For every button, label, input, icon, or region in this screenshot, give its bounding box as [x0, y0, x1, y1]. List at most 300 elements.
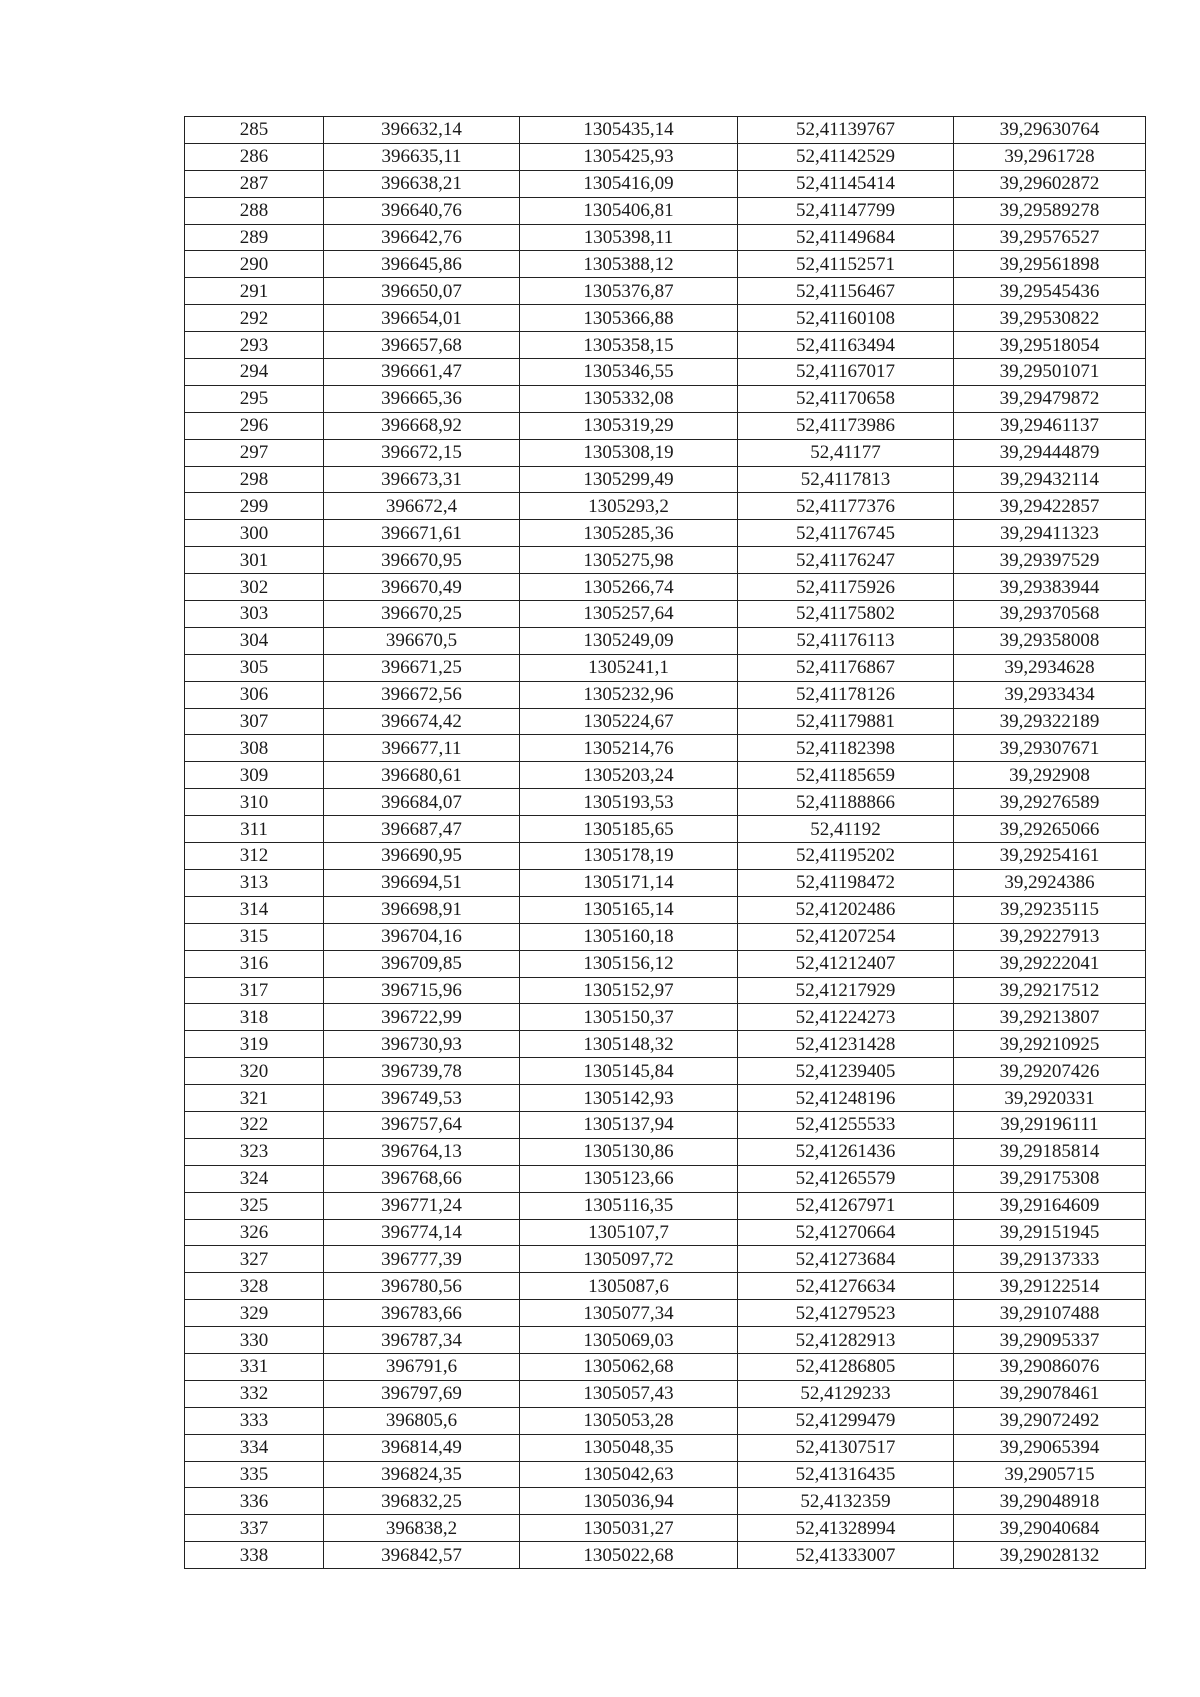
y-coordinate-cell: 1305156,12	[520, 950, 738, 977]
longitude-cell: 39,29048918	[954, 1488, 1146, 1515]
x-coordinate-cell: 396768,66	[324, 1165, 520, 1192]
point-number-cell: 290	[185, 251, 324, 278]
x-coordinate-cell: 396671,25	[324, 654, 520, 681]
longitude-cell: 39,29422857	[954, 493, 1146, 520]
point-number-cell: 321	[185, 1085, 324, 1112]
longitude-cell: 39,29432114	[954, 466, 1146, 493]
latitude-cell: 52,41248196	[738, 1085, 954, 1112]
y-coordinate-cell: 1305185,65	[520, 816, 738, 843]
y-coordinate-cell: 1305214,76	[520, 735, 738, 762]
x-coordinate-cell: 396842,57	[324, 1542, 520, 1569]
latitude-cell: 52,41299479	[738, 1407, 954, 1434]
longitude-cell: 39,29235115	[954, 896, 1146, 923]
table-row	[185, 1031, 1146, 1058]
latitude-cell: 52,41261436	[738, 1138, 954, 1165]
longitude-cell: 39,29185814	[954, 1138, 1146, 1165]
x-coordinate-cell: 396674,42	[324, 708, 520, 735]
longitude-cell: 39,29444879	[954, 439, 1146, 466]
x-coordinate-cell: 396635,11	[324, 143, 520, 170]
x-coordinate-cell: 396709,85	[324, 950, 520, 977]
longitude-cell: 39,29107488	[954, 1300, 1146, 1327]
latitude-cell: 52,4129233	[738, 1380, 954, 1407]
y-coordinate-cell: 1305069,03	[520, 1327, 738, 1354]
longitude-cell: 39,29196111	[954, 1111, 1146, 1138]
longitude-cell: 39,29265066	[954, 816, 1146, 843]
y-coordinate-cell: 1305232,96	[520, 681, 738, 708]
longitude-cell: 39,29227913	[954, 923, 1146, 950]
x-coordinate-cell: 396690,95	[324, 843, 520, 870]
coordinates-table	[184, 116, 1146, 1569]
point-number-cell: 293	[185, 332, 324, 359]
table-row	[185, 1192, 1146, 1219]
x-coordinate-cell: 396787,34	[324, 1327, 520, 1354]
latitude-cell: 52,41198472	[738, 869, 954, 896]
latitude-cell: 52,41202486	[738, 896, 954, 923]
longitude-cell: 39,29122514	[954, 1273, 1146, 1300]
latitude-cell: 52,41147799	[738, 197, 954, 224]
latitude-cell: 52,41267971	[738, 1192, 954, 1219]
table-row	[185, 466, 1146, 493]
point-number-cell: 334	[185, 1434, 324, 1461]
x-coordinate-cell: 396814,49	[324, 1434, 520, 1461]
y-coordinate-cell: 1305275,98	[520, 547, 738, 574]
longitude-cell: 39,29630764	[954, 117, 1146, 144]
table-row	[185, 170, 1146, 197]
longitude-cell: 39,29276589	[954, 789, 1146, 816]
point-number-cell: 300	[185, 520, 324, 547]
table-row	[185, 627, 1146, 654]
longitude-cell: 39,29065394	[954, 1434, 1146, 1461]
point-number-cell: 303	[185, 601, 324, 628]
latitude-cell: 52,41207254	[738, 923, 954, 950]
latitude-cell: 52,41182398	[738, 735, 954, 762]
table-row	[185, 1138, 1146, 1165]
latitude-cell: 52,41224273	[738, 1004, 954, 1031]
x-coordinate-cell: 396640,76	[324, 197, 520, 224]
table-row	[185, 843, 1146, 870]
table-row	[185, 1273, 1146, 1300]
longitude-cell: 39,29078461	[954, 1380, 1146, 1407]
point-number-cell: 306	[185, 681, 324, 708]
latitude-cell: 52,41270664	[738, 1219, 954, 1246]
latitude-cell: 52,41217929	[738, 977, 954, 1004]
y-coordinate-cell: 1305145,84	[520, 1058, 738, 1085]
table-row	[185, 197, 1146, 224]
x-coordinate-cell: 396670,5	[324, 627, 520, 654]
longitude-cell: 39,29501071	[954, 359, 1146, 386]
point-number-cell: 335	[185, 1461, 324, 1488]
latitude-cell: 52,41239405	[738, 1058, 954, 1085]
y-coordinate-cell: 1305031,27	[520, 1515, 738, 1542]
latitude-cell: 52,41276634	[738, 1273, 954, 1300]
point-number-cell: 315	[185, 923, 324, 950]
point-number-cell: 287	[185, 170, 324, 197]
table-row	[185, 1488, 1146, 1515]
y-coordinate-cell: 1305293,2	[520, 493, 738, 520]
x-coordinate-cell: 396832,25	[324, 1488, 520, 1515]
table-row	[185, 1085, 1146, 1112]
table-row	[185, 574, 1146, 601]
longitude-cell: 39,29518054	[954, 332, 1146, 359]
x-coordinate-cell: 396824,35	[324, 1461, 520, 1488]
point-number-cell: 319	[185, 1031, 324, 1058]
y-coordinate-cell: 1305097,72	[520, 1246, 738, 1273]
x-coordinate-cell: 396838,2	[324, 1515, 520, 1542]
point-number-cell: 299	[185, 493, 324, 520]
y-coordinate-cell: 1305299,49	[520, 466, 738, 493]
table-row	[185, 950, 1146, 977]
table-row	[185, 789, 1146, 816]
longitude-cell: 39,29370568	[954, 601, 1146, 628]
longitude-cell: 39,29210925	[954, 1031, 1146, 1058]
longitude-cell: 39,29589278	[954, 197, 1146, 224]
longitude-cell: 39,29397529	[954, 547, 1146, 574]
latitude-cell: 52,41185659	[738, 762, 954, 789]
point-number-cell: 292	[185, 305, 324, 332]
longitude-cell: 39,2924386	[954, 869, 1146, 896]
x-coordinate-cell: 396657,68	[324, 332, 520, 359]
point-number-cell: 324	[185, 1165, 324, 1192]
point-number-cell: 314	[185, 896, 324, 923]
x-coordinate-cell: 396670,25	[324, 601, 520, 628]
x-coordinate-cell: 396670,95	[324, 547, 520, 574]
longitude-cell: 39,29479872	[954, 385, 1146, 412]
x-coordinate-cell: 396715,96	[324, 977, 520, 1004]
latitude-cell: 52,41179881	[738, 708, 954, 735]
longitude-cell: 39,29175308	[954, 1165, 1146, 1192]
y-coordinate-cell: 1305346,55	[520, 359, 738, 386]
x-coordinate-cell: 396672,56	[324, 681, 520, 708]
latitude-cell: 52,41212407	[738, 950, 954, 977]
table-row	[185, 762, 1146, 789]
point-number-cell: 328	[185, 1273, 324, 1300]
latitude-cell: 52,41188866	[738, 789, 954, 816]
latitude-cell: 52,41307517	[738, 1434, 954, 1461]
table-row	[185, 359, 1146, 386]
x-coordinate-cell: 396704,16	[324, 923, 520, 950]
longitude-cell: 39,29217512	[954, 977, 1146, 1004]
x-coordinate-cell: 396783,66	[324, 1300, 520, 1327]
latitude-cell: 52,41255533	[738, 1111, 954, 1138]
latitude-cell: 52,41145414	[738, 170, 954, 197]
y-coordinate-cell: 1305057,43	[520, 1380, 738, 1407]
x-coordinate-cell: 396650,07	[324, 278, 520, 305]
longitude-cell: 39,29383944	[954, 574, 1146, 601]
x-coordinate-cell: 396805,6	[324, 1407, 520, 1434]
table-row	[185, 1219, 1146, 1246]
longitude-cell: 39,29072492	[954, 1407, 1146, 1434]
table-row	[185, 278, 1146, 305]
table-row	[185, 1407, 1146, 1434]
y-coordinate-cell: 1305160,18	[520, 923, 738, 950]
y-coordinate-cell: 1305116,35	[520, 1192, 738, 1219]
y-coordinate-cell: 1305241,1	[520, 654, 738, 681]
longitude-cell: 39,29545436	[954, 278, 1146, 305]
longitude-cell: 39,2961728	[954, 143, 1146, 170]
x-coordinate-cell: 396694,51	[324, 869, 520, 896]
x-coordinate-cell: 396757,64	[324, 1111, 520, 1138]
x-coordinate-cell: 396684,07	[324, 789, 520, 816]
longitude-cell: 39,29530822	[954, 305, 1146, 332]
table-row	[185, 1058, 1146, 1085]
table-row	[185, 896, 1146, 923]
latitude-cell: 52,41265579	[738, 1165, 954, 1192]
point-number-cell: 316	[185, 950, 324, 977]
x-coordinate-cell: 396749,53	[324, 1085, 520, 1112]
table-row	[185, 1434, 1146, 1461]
y-coordinate-cell: 1305053,28	[520, 1407, 738, 1434]
point-number-cell: 332	[185, 1380, 324, 1407]
latitude-cell: 52,41139767	[738, 117, 954, 144]
table-row	[185, 1353, 1146, 1380]
y-coordinate-cell: 1305048,35	[520, 1434, 738, 1461]
y-coordinate-cell: 1305319,29	[520, 412, 738, 439]
table-row	[185, 654, 1146, 681]
table-row	[185, 977, 1146, 1004]
point-number-cell: 336	[185, 1488, 324, 1515]
table-row	[185, 1542, 1146, 1569]
point-number-cell: 291	[185, 278, 324, 305]
y-coordinate-cell: 1305178,19	[520, 843, 738, 870]
latitude-cell: 52,41333007	[738, 1542, 954, 1569]
point-number-cell: 313	[185, 869, 324, 896]
table-row	[185, 547, 1146, 574]
table-row	[185, 816, 1146, 843]
x-coordinate-cell: 396764,13	[324, 1138, 520, 1165]
point-number-cell: 317	[185, 977, 324, 1004]
point-number-cell: 320	[185, 1058, 324, 1085]
y-coordinate-cell: 1305062,68	[520, 1353, 738, 1380]
x-coordinate-cell: 396645,86	[324, 251, 520, 278]
table-row	[185, 412, 1146, 439]
latitude-cell: 52,41192	[738, 816, 954, 843]
y-coordinate-cell: 1305366,88	[520, 305, 738, 332]
x-coordinate-cell: 396722,99	[324, 1004, 520, 1031]
table-row	[185, 493, 1146, 520]
x-coordinate-cell: 396672,15	[324, 439, 520, 466]
latitude-cell: 52,41177376	[738, 493, 954, 520]
point-number-cell: 329	[185, 1300, 324, 1327]
longitude-cell: 39,29576527	[954, 224, 1146, 251]
point-number-cell: 330	[185, 1327, 324, 1354]
latitude-cell: 52,41279523	[738, 1300, 954, 1327]
latitude-cell: 52,41273684	[738, 1246, 954, 1273]
x-coordinate-cell: 396730,93	[324, 1031, 520, 1058]
point-number-cell: 285	[185, 117, 324, 144]
table-row	[185, 1300, 1146, 1327]
point-number-cell: 326	[185, 1219, 324, 1246]
point-number-cell: 338	[185, 1542, 324, 1569]
y-coordinate-cell: 1305148,32	[520, 1031, 738, 1058]
y-coordinate-cell: 1305376,87	[520, 278, 738, 305]
longitude-cell: 39,29411323	[954, 520, 1146, 547]
point-number-cell: 296	[185, 412, 324, 439]
point-number-cell: 311	[185, 816, 324, 843]
latitude-cell: 52,41142529	[738, 143, 954, 170]
y-coordinate-cell: 1305077,34	[520, 1300, 738, 1327]
y-coordinate-cell: 1305203,24	[520, 762, 738, 789]
point-number-cell: 304	[185, 627, 324, 654]
table-row	[185, 520, 1146, 547]
x-coordinate-cell: 396698,91	[324, 896, 520, 923]
point-number-cell: 312	[185, 843, 324, 870]
point-number-cell: 305	[185, 654, 324, 681]
x-coordinate-cell: 396771,24	[324, 1192, 520, 1219]
y-coordinate-cell: 1305406,81	[520, 197, 738, 224]
point-number-cell: 333	[185, 1407, 324, 1434]
longitude-cell: 39,29164609	[954, 1192, 1146, 1219]
x-coordinate-cell: 396670,49	[324, 574, 520, 601]
table-row	[185, 305, 1146, 332]
y-coordinate-cell: 1305150,37	[520, 1004, 738, 1031]
point-number-cell: 294	[185, 359, 324, 386]
table-row	[185, 681, 1146, 708]
table-row	[185, 601, 1146, 628]
latitude-cell: 52,4132359	[738, 1488, 954, 1515]
table-row	[185, 708, 1146, 735]
longitude-cell: 39,29086076	[954, 1353, 1146, 1380]
y-coordinate-cell: 1305332,08	[520, 385, 738, 412]
table-row	[185, 1111, 1146, 1138]
table-row	[185, 332, 1146, 359]
longitude-cell: 39,29207426	[954, 1058, 1146, 1085]
longitude-cell: 39,29358008	[954, 627, 1146, 654]
y-coordinate-cell: 1305285,36	[520, 520, 738, 547]
latitude-cell: 52,41282913	[738, 1327, 954, 1354]
longitude-cell: 39,2920331	[954, 1085, 1146, 1112]
longitude-cell: 39,29254161	[954, 843, 1146, 870]
table-row	[185, 1380, 1146, 1407]
longitude-cell: 39,29602872	[954, 170, 1146, 197]
x-coordinate-cell: 396780,56	[324, 1273, 520, 1300]
point-number-cell: 322	[185, 1111, 324, 1138]
latitude-cell: 52,41316435	[738, 1461, 954, 1488]
y-coordinate-cell: 1305042,63	[520, 1461, 738, 1488]
latitude-cell: 52,41176867	[738, 654, 954, 681]
latitude-cell: 52,41173986	[738, 412, 954, 439]
table-row	[185, 143, 1146, 170]
y-coordinate-cell: 1305266,74	[520, 574, 738, 601]
latitude-cell: 52,41175926	[738, 574, 954, 601]
latitude-cell: 52,41178126	[738, 681, 954, 708]
point-number-cell: 318	[185, 1004, 324, 1031]
table-row	[185, 1246, 1146, 1273]
y-coordinate-cell: 1305165,14	[520, 896, 738, 923]
x-coordinate-cell: 396680,61	[324, 762, 520, 789]
point-number-cell: 302	[185, 574, 324, 601]
y-coordinate-cell: 1305358,15	[520, 332, 738, 359]
x-coordinate-cell: 396638,21	[324, 170, 520, 197]
latitude-cell: 52,41170658	[738, 385, 954, 412]
x-coordinate-cell: 396791,6	[324, 1353, 520, 1380]
table-row	[185, 251, 1146, 278]
y-coordinate-cell: 1305036,94	[520, 1488, 738, 1515]
y-coordinate-cell: 1305224,67	[520, 708, 738, 735]
y-coordinate-cell: 1305130,86	[520, 1138, 738, 1165]
longitude-cell: 39,29222041	[954, 950, 1146, 977]
longitude-cell: 39,2933434	[954, 681, 1146, 708]
x-coordinate-cell: 396797,69	[324, 1380, 520, 1407]
latitude-cell: 52,41149684	[738, 224, 954, 251]
point-number-cell: 288	[185, 197, 324, 224]
latitude-cell: 52,41328994	[738, 1515, 954, 1542]
point-number-cell: 331	[185, 1353, 324, 1380]
y-coordinate-cell: 1305193,53	[520, 789, 738, 816]
x-coordinate-cell: 396774,14	[324, 1219, 520, 1246]
y-coordinate-cell: 1305416,09	[520, 170, 738, 197]
table-row	[185, 224, 1146, 251]
point-number-cell: 298	[185, 466, 324, 493]
latitude-cell: 52,41176247	[738, 547, 954, 574]
table-row	[185, 1461, 1146, 1488]
longitude-cell: 39,2905715	[954, 1461, 1146, 1488]
x-coordinate-cell: 396665,36	[324, 385, 520, 412]
x-coordinate-cell: 396739,78	[324, 1058, 520, 1085]
longitude-cell: 39,29322189	[954, 708, 1146, 735]
x-coordinate-cell: 396687,47	[324, 816, 520, 843]
longitude-cell: 39,29461137	[954, 412, 1146, 439]
x-coordinate-cell: 396668,92	[324, 412, 520, 439]
longitude-cell: 39,29028132	[954, 1542, 1146, 1569]
latitude-cell: 52,41286805	[738, 1353, 954, 1380]
table-row	[185, 869, 1146, 896]
table-row	[185, 923, 1146, 950]
x-coordinate-cell: 396632,14	[324, 117, 520, 144]
y-coordinate-cell: 1305107,7	[520, 1219, 738, 1246]
longitude-cell: 39,292908	[954, 762, 1146, 789]
x-coordinate-cell: 396671,61	[324, 520, 520, 547]
point-number-cell: 297	[185, 439, 324, 466]
y-coordinate-cell: 1305425,93	[520, 143, 738, 170]
y-coordinate-cell: 1305308,19	[520, 439, 738, 466]
table-row	[185, 385, 1146, 412]
x-coordinate-cell: 396677,11	[324, 735, 520, 762]
latitude-cell: 52,41152571	[738, 251, 954, 278]
x-coordinate-cell: 396642,76	[324, 224, 520, 251]
latitude-cell: 52,41176745	[738, 520, 954, 547]
x-coordinate-cell: 396661,47	[324, 359, 520, 386]
point-number-cell: 310	[185, 789, 324, 816]
longitude-cell: 39,2934628	[954, 654, 1146, 681]
y-coordinate-cell: 1305087,6	[520, 1273, 738, 1300]
point-number-cell: 307	[185, 708, 324, 735]
latitude-cell: 52,41195202	[738, 843, 954, 870]
x-coordinate-cell: 396672,4	[324, 493, 520, 520]
table-row	[185, 117, 1146, 144]
table-row	[185, 1515, 1146, 1542]
y-coordinate-cell: 1305152,97	[520, 977, 738, 1004]
point-number-cell: 327	[185, 1246, 324, 1273]
y-coordinate-cell: 1305171,14	[520, 869, 738, 896]
point-number-cell: 286	[185, 143, 324, 170]
point-number-cell: 323	[185, 1138, 324, 1165]
latitude-cell: 52,41231428	[738, 1031, 954, 1058]
y-coordinate-cell: 1305123,66	[520, 1165, 738, 1192]
latitude-cell: 52,41167017	[738, 359, 954, 386]
latitude-cell: 52,41156467	[738, 278, 954, 305]
x-coordinate-cell: 396673,31	[324, 466, 520, 493]
coordinates-table-body	[185, 117, 1146, 1569]
x-coordinate-cell: 396777,39	[324, 1246, 520, 1273]
latitude-cell: 52,41160108	[738, 305, 954, 332]
table-row	[185, 1004, 1146, 1031]
table-row	[185, 1327, 1146, 1354]
y-coordinate-cell: 1305142,93	[520, 1085, 738, 1112]
point-number-cell: 337	[185, 1515, 324, 1542]
latitude-cell: 52,41175802	[738, 601, 954, 628]
longitude-cell: 39,29151945	[954, 1219, 1146, 1246]
point-number-cell: 325	[185, 1192, 324, 1219]
